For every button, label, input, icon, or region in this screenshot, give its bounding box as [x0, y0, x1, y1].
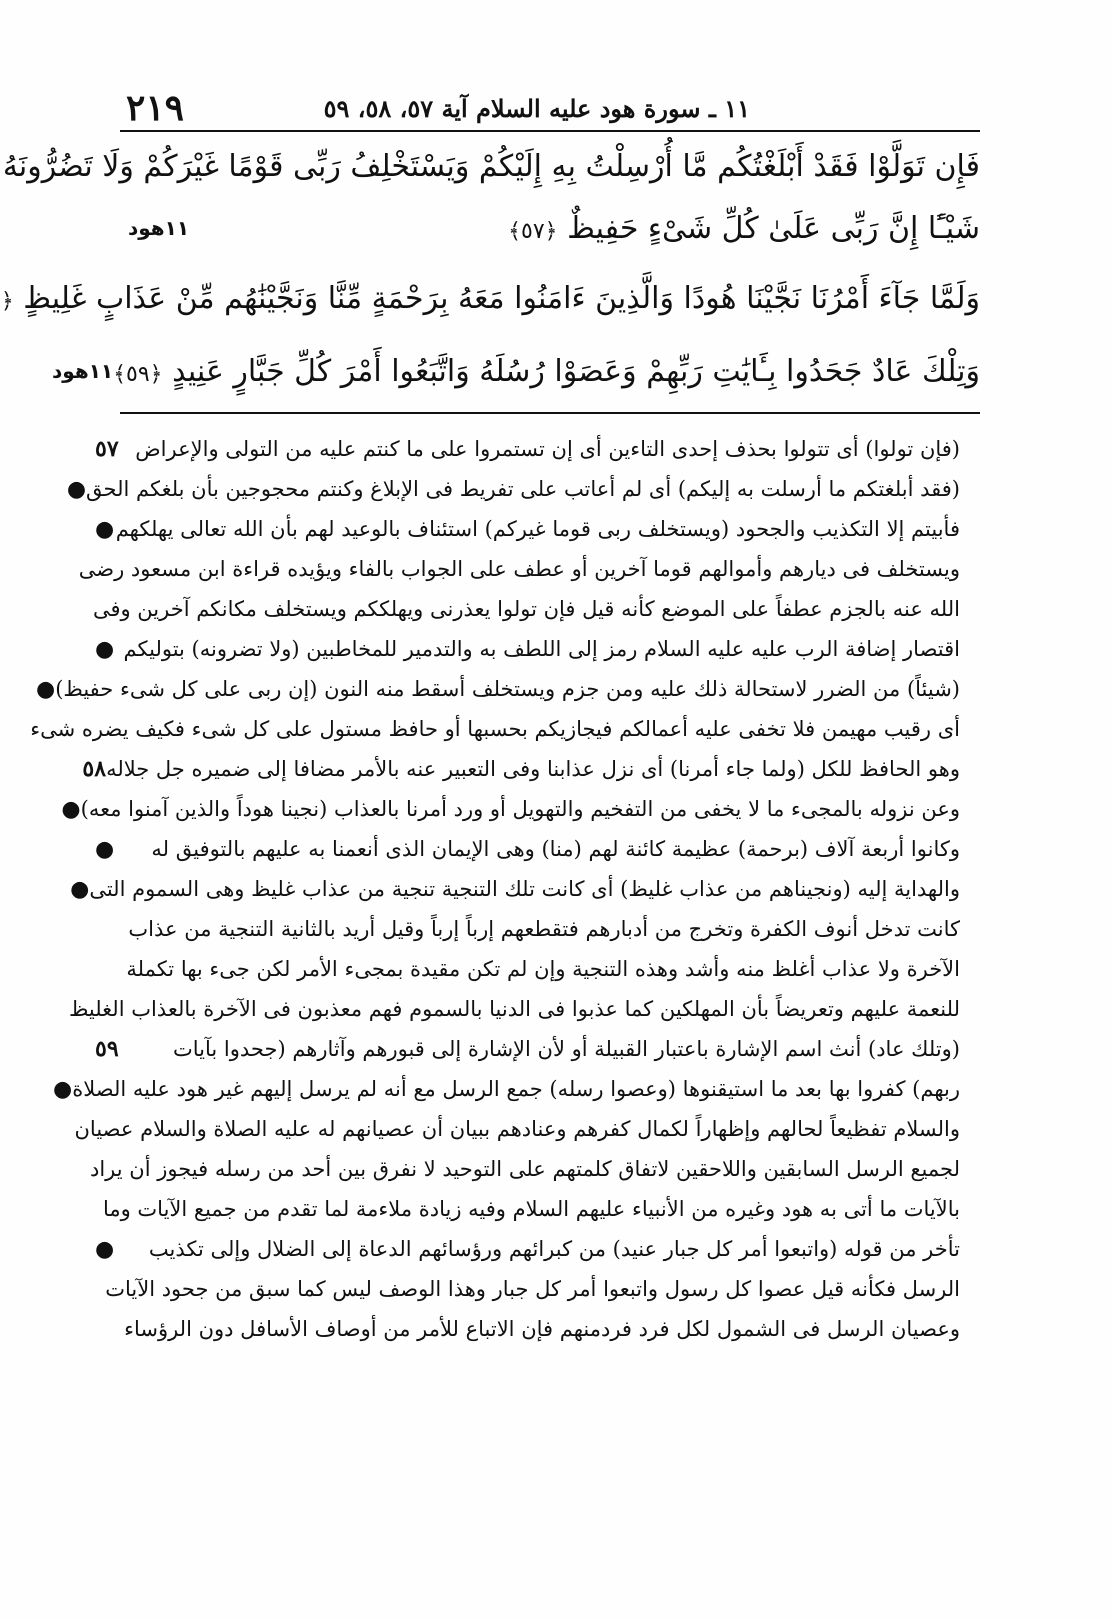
bullet-marker: ● — [61, 796, 81, 822]
commentary-line — [95, 510, 1000, 548]
bullet-marker: ● — [95, 516, 115, 542]
ayah-end-mark: ﴿ — [0, 288, 14, 314]
running-head: ١١ ـ سورة هود عليه السلام آية ٥٧، ٥٨، ٥٩ — [323, 93, 750, 123]
commentary-line-text: والسلام تفظيعاً لحالهم وإظهاراً لكمال كفرهم وعنادهم ببيان أن عصيانهم له عليه الصلاة والسلام عصيان — [74, 1117, 960, 1141]
line-marker: ٥٩ — [95, 1036, 119, 1062]
verse-line — [0, 272, 980, 324]
commentary-line — [95, 1270, 1000, 1308]
ayah-end-mark: ﴿٥٧﴾ — [508, 218, 558, 244]
bullet-marker: ● — [95, 1236, 115, 1262]
commentary-line — [74, 1110, 1000, 1148]
verse-line — [2, 140, 980, 192]
commentary-line — [61, 790, 1000, 828]
bullet-marker: ● — [70, 876, 90, 902]
commentary-line — [30, 710, 1000, 748]
commentary-line — [95, 1310, 1000, 1348]
commentary-line — [36, 670, 1000, 708]
line-marker: ٥٧ — [95, 436, 119, 462]
commentary-line-text: كانت تدخل أنوف الكفرة وتخرج من أدبارهم فتقطعهم إرباً إرباً وقيل أريد بالثانية التنجية من عذاب — [128, 917, 960, 941]
commentary-line — [78, 550, 1000, 588]
commentary-line-text: الرسل فكأنه قيل عصوا كل رسول واتبعوا أمر كل جبار وهذا الوصف ليس كما سبق من جحود الآيات — [105, 1277, 960, 1301]
commentary-line — [70, 870, 1000, 908]
commentary-line — [92, 590, 1000, 628]
commentary-line-text: الآخرة ولا عذاب أغلظ منه وأشد وهذه التنجية وإن لم تكن مقيدة بمجىء الأمر لكن جىء بها تكملة — [126, 957, 960, 981]
commentary-line-text: وكانوا أربعة آلاف (برحمة) عظيمة كائنة لهم (منا) وهى الإيمان الذى أنعمنا به عليهم بالتوفيق له — [151, 837, 960, 861]
commentary-line — [53, 1070, 1000, 1108]
commentary-line-text: والهداية إليه (ونجيناهم من عذاب غليظ) أى كانت تلك التنجية تنجية من عذاب غليظ وهى السموم التى — [89, 877, 960, 901]
commentary-line-text: وهو الحافظ للكل (ولما جاء أمرنا) أى نزل عذابنا وفى التعبير عنه بالأمر مضافا إلى ضميره جل جلاله — [106, 757, 960, 781]
commentary-line-text: أى رقيب مهيمن فلا تخفى عليه أعمالكم فيجازيكم بحسبها أو حافظ مستول على كل شىء فكيف يضره شىء — [30, 717, 960, 741]
commentary-line-text: (فقد أبلغتكم ما أرسلت به إليكم) أى لم أعاتب على تفريط فى الإبلاغ وكنتم محجوجين بأن بلغكم الحق — [86, 477, 960, 501]
verse-text: فَإِن تَوَلَّوْا فَقَدْ أَبْلَغْتُكُم مَّا أُرْسِلْتُ بِهِ إِلَيْكُمْ وَيَسْتَخْلِفُ رَبِّى قَوْمًا غَيْرَكُمْ وَلَا تَضُرُّونَهُ — [2, 148, 980, 184]
commentary-line — [68, 990, 1000, 1028]
bullet-marker: ● — [95, 636, 115, 662]
commentary-line-text: (شيئاً) من الضرر لاستحالة ذلك عليه ومن جزم ويستخلف أسقط منه النون (إن ربى على كل شىء حفيظ) — [55, 677, 960, 701]
verse-line — [120, 202, 980, 254]
bullet-marker: ● — [36, 676, 56, 702]
ayah-end-mark: ﴿٥٩﴾ — [113, 361, 163, 387]
commentary-line-text: وعصيان الرسل فى الشمول لكل فرد فردمنهم فإن الاتباع للأمر من أوصاف الأسافل دون الرؤساء — [124, 1317, 960, 1341]
bullet-marker: ● — [66, 476, 87, 502]
line-marker: ٥٨ — [82, 756, 107, 782]
commentary-line-text: (فإن تولوا) أى تتولوا بحذف إحدى التاءين أى إن تستمروا على ما كنتم عليه من التولى والإعراض — [135, 437, 960, 461]
commentary-line — [95, 950, 1000, 988]
verse-words: وَلَمَّا جَآءَ أَمْرُنَا نَجَّيْنَا هُودًا وَالَّذِينَ ءَامَنُوا مَعَهُ بِرَحْمَةٍ مِّنَّا وَنَجَّيْنَٰهُم مِّنْ عَذَابٍ غَلِيظٍ — [23, 280, 980, 316]
commentary-line — [82, 750, 1000, 788]
commentary-line — [95, 630, 1000, 668]
commentary-line-text: بالآيات ما أتى به هود وغيره من الأنبياء عليهم السلام وفيه زيادة ملاءمة لما تقدم من جميع الآيات وما — [102, 1197, 960, 1221]
commentary-line-text: الله عنه بالجزم عطفاً على الموضع كأنه قيل فإن تولوا يعذرنى ويهلككم ويستخلف مكانكم آخرين وفى — [92, 597, 960, 621]
commentary-line — [95, 1190, 1000, 1228]
commentary-line — [95, 830, 1000, 868]
commentary-line-text: اقتصار إضافة الرب عليه عليه السلام رمز إلى اللطف به والتدمير للمخاطبين (ولا تضرونه) بتوليكم — [123, 637, 960, 661]
verse-text — [0, 281, 980, 316]
commentary-line — [95, 430, 1000, 468]
bullet-marker: ● — [95, 836, 115, 862]
verse-words: وَتِلْكَ عَادٌ جَحَدُوا بِـَٔايَٰتِ رَبِّهِمْ وَعَصَوْا رُسُلَهُ وَاتَّبَعُوا أَمْرَ كُلِّ جَبَّارٍ عَنِيدٍ — [172, 353, 980, 389]
commentary-line-text: (وتلك عاد) أنث اسم الإشارة باعتبار القبيلة أو لأن الإشارة إلى قبورهم وآثارهم (جحدوا بآيات — [172, 1037, 960, 1061]
commentary-line-text: وعن نزوله بالمجىء ما لا يخفى من التفخيم والتهويل أو ورد أمرنا بالعذاب (نجينا هوداً والذين آمنوا معه) — [80, 797, 960, 821]
commentary-line — [66, 470, 1000, 508]
commentary-line — [95, 1230, 1000, 1268]
verse-words: شَيْـًٔا إِنَّ رَبِّى عَلَىٰ كُلِّ شَىْءٍ حَفِيظٌ — [567, 210, 980, 246]
commentary-line — [90, 1150, 1000, 1188]
verse-text — [508, 211, 980, 246]
commentary-line-text: لجميع الرسل السابقين واللاحقين لاتفاق كلمتهم على التوحيد لا نفرق بين أحد من رسله فيجوز أن يراد — [90, 1157, 960, 1181]
commentary-line-text: تأخر من قوله (واتبعوا أمر كل جبار عنيد) من كبرائهم ورؤسائهم الدعاة إلى الضلال وإلى تكذيب — [148, 1237, 960, 1261]
page-header — [120, 86, 980, 132]
commentary-line-text: فأبيتم إلا التكذيب والجحود (ويستخلف ربى قوما غيركم) استئناف بالوعيد لهم بأن الله تعالى يهلكهم — [115, 517, 960, 541]
commentary-line-text: ربهم) كفروا بها بعد ما استيقنوها (وعصوا رسله) جمع الرسل مع أنه لم يرسل إليهم غير هود عليه الصلاة — [72, 1077, 960, 1101]
surah-reference: ١١هود — [52, 359, 114, 383]
commentary-line-text: للنعمة عليهم وتعريضاً بأن المهلكين كما عذبوا فى الدنيا بالسموم فهم معذبون فى الآخرة بالعذاب الغليظ — [68, 997, 960, 1021]
verse-text — [113, 354, 980, 389]
verse-line — [52, 345, 980, 397]
commentary-line-text: ويستخلف فى ديارهم وأموالهم قوما آخرين أو عطف على الجواب بالفاء ويؤيده قراءة ابن مسعود رضى — [78, 557, 960, 581]
separator-rule — [120, 412, 980, 414]
page-number: ٢١٩ — [126, 87, 185, 129]
commentary-line — [95, 1030, 1000, 1068]
commentary-line — [95, 910, 1000, 948]
surah-reference: ١١هود — [128, 216, 190, 240]
bullet-marker: ● — [53, 1076, 73, 1102]
